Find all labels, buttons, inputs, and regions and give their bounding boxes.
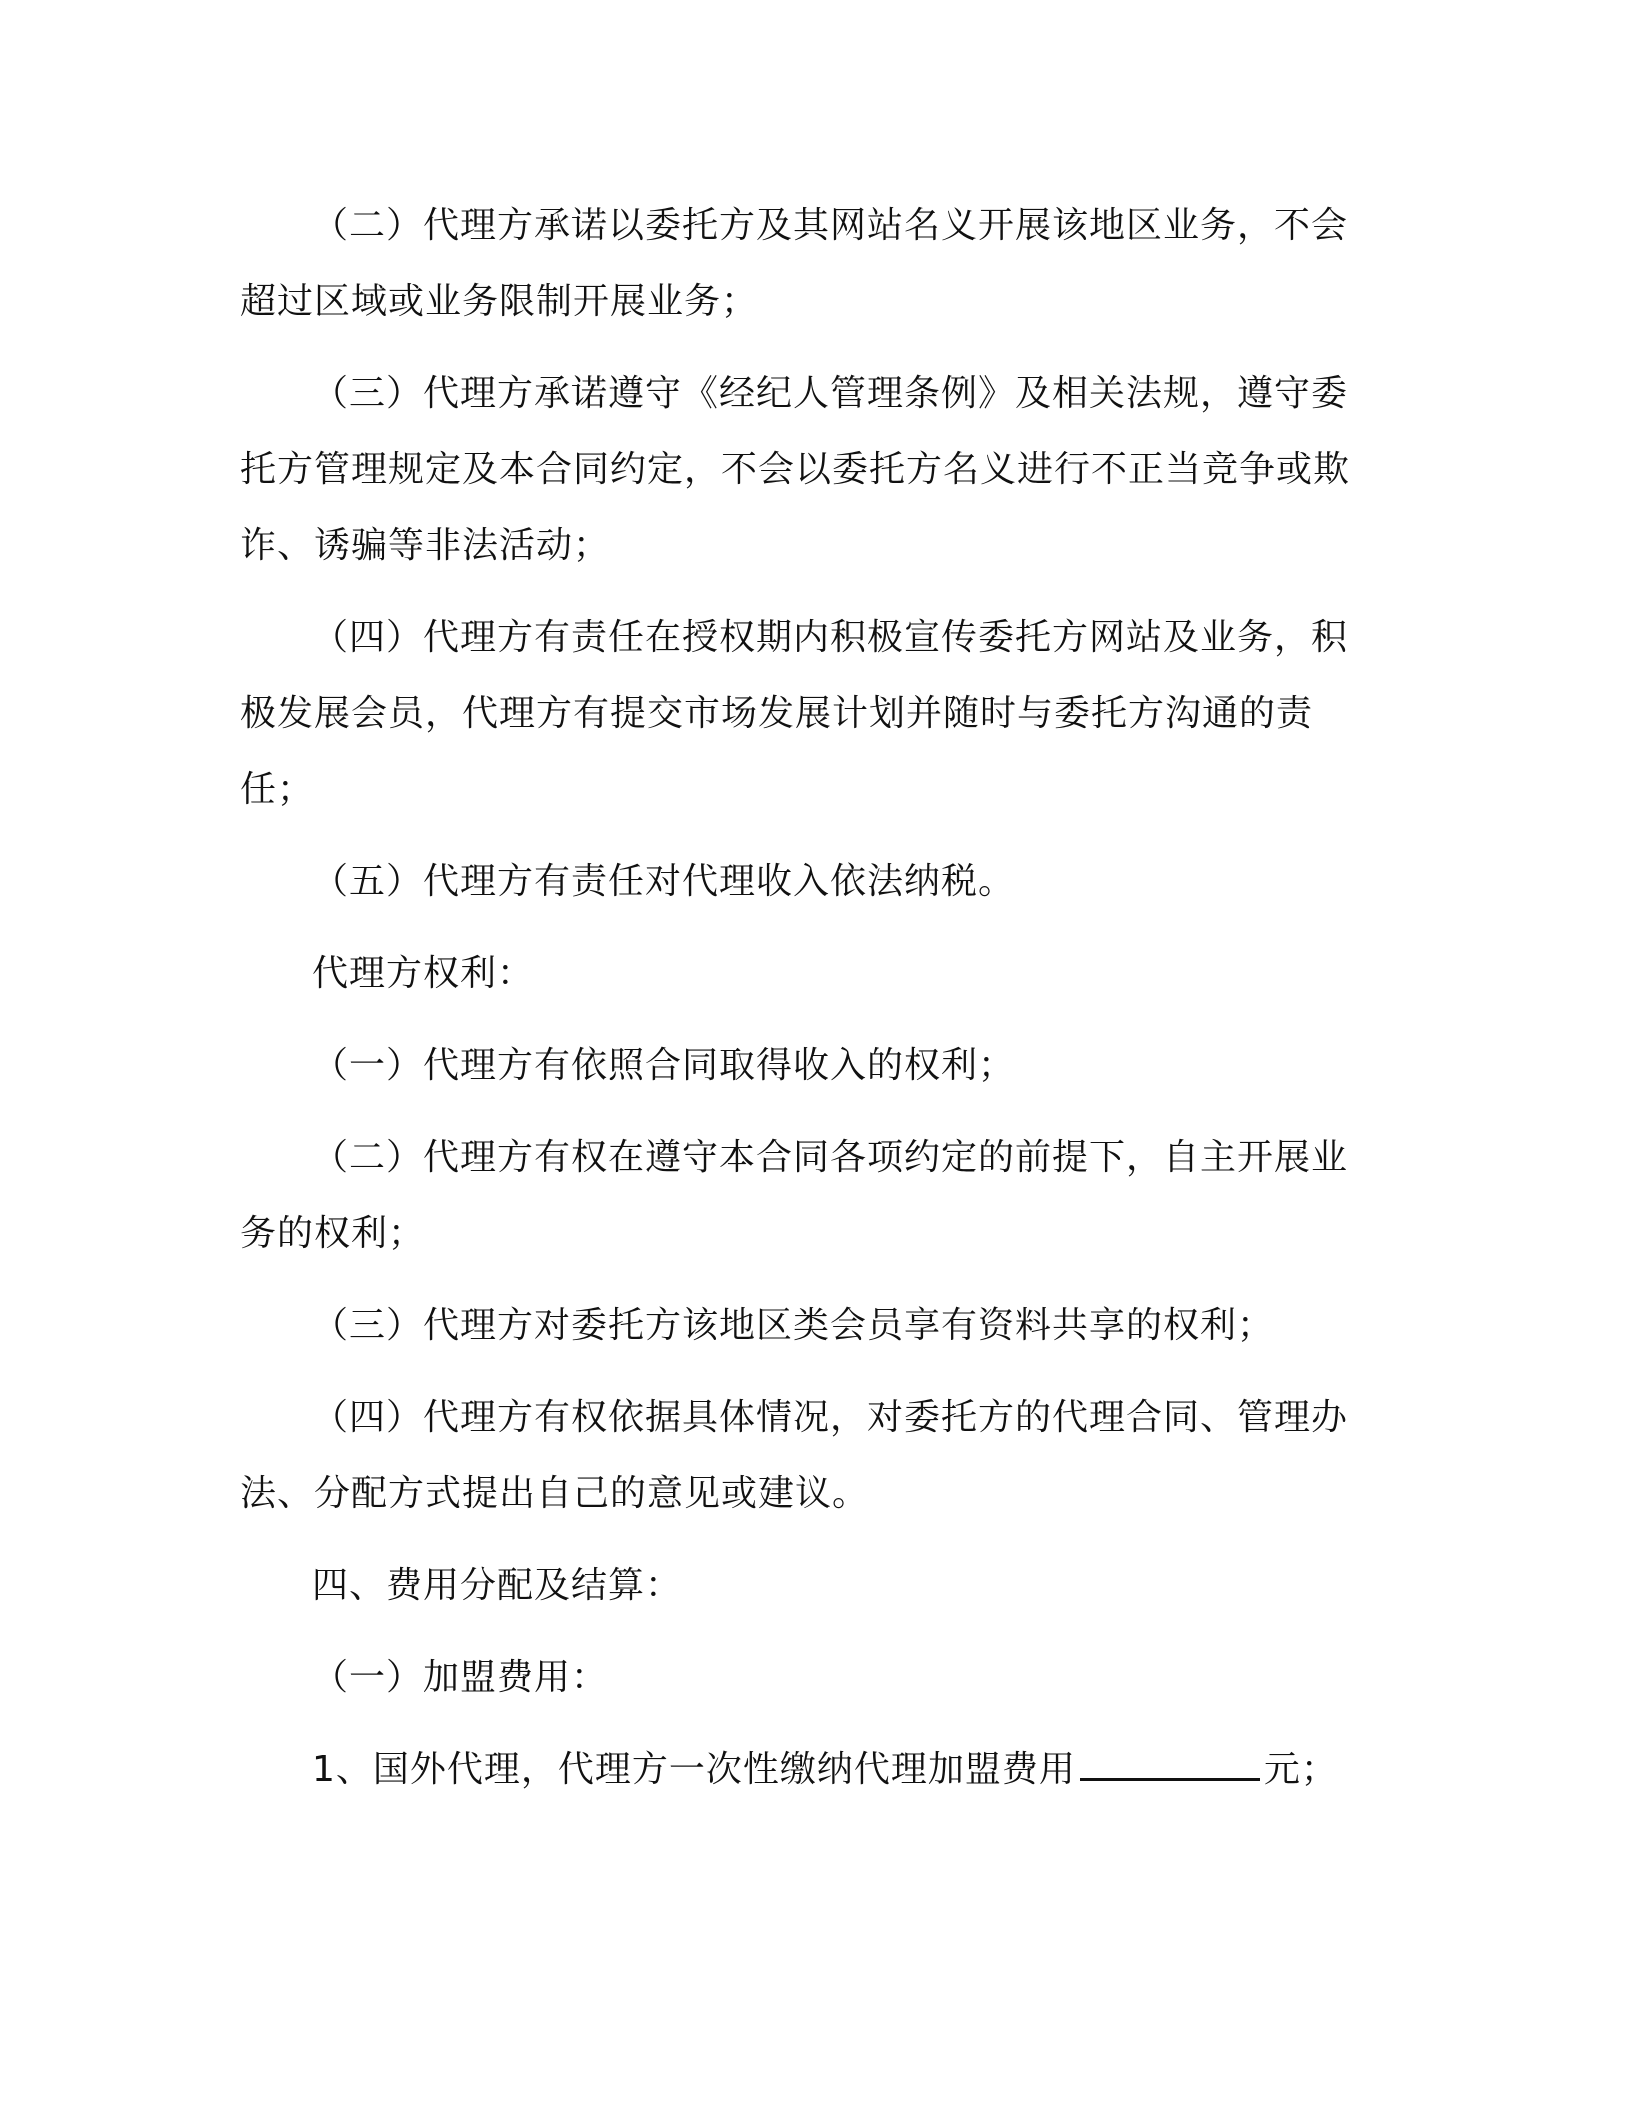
paragraph-obligation-3: （三）代理方承诺遵守《经纪人管理条例》及相关法规，遵守委托方管理规定及本合同约定，不会以委托方名义进行不正当竞争或欺诈、诱骗等非法活动； [240,373,1351,566]
document-body [240,188,1380,1824]
fee-text-before: 1、国外代理，代理方一次性缴纳代理加盟费用 [312,1749,1076,1790]
paragraph-right-3: （三）代理方对委托方该地区类会员享有资料共享的权利； [312,1305,1275,1346]
section-heading-fees: 四、费用分配及结算： [312,1565,683,1606]
section-heading-agent-rights: 代理方权利： [312,953,535,994]
fee-amount-blank [1080,1734,1260,1781]
paragraph-right-2: （二）代理方有权在遵守本合同各项约定的前提下，自主开展业务的权利； [240,1137,1349,1254]
paragraph-right-4: （四）代理方有权依据具体情况，对委托方的代理合同、管理办法、分配方式提出自己的意见或建议。 [240,1397,1349,1514]
paragraph-right-1: （一）代理方有依照合同取得收入的权利； [312,1045,1016,1086]
paragraph-foreign-agent-fee [240,1732,1380,1808]
subheading-franchise-fee: （一）加盟费用： [312,1657,609,1698]
fee-text-after: 元； [1263,1749,1338,1790]
paragraph-obligation-4: （四）代理方有责任在授权期内积极宣传委托方网站及业务，积极发展会员，代理方有提交市场发展计划并随时与委托方沟通的责任； [240,617,1349,810]
paragraph-obligation-2: （二）代理方承诺以委托方及其网站名义开展该地区业务，不会超过区域或业务限制开展业务； [240,205,1349,322]
paragraph-obligation-5: （五）代理方有责任对代理收入依法纳税。 [312,861,1016,902]
